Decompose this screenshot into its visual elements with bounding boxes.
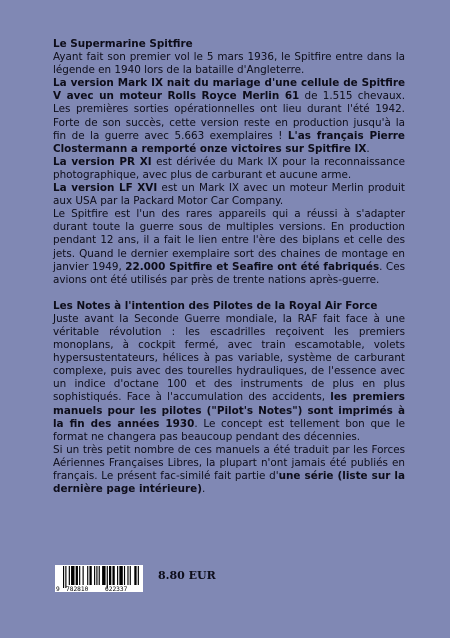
barcode-bar	[99, 566, 100, 585]
paragraph-lf-xvi: La version LF XVI est un Mark IX avec un moteur Merlin produit aux USA par la Packard Motor Car Company.	[53, 182, 405, 208]
barcode-bar	[76, 566, 78, 585]
barcode-bar	[117, 566, 118, 585]
barcode-bar	[71, 566, 74, 585]
paragraph-pr-xi: La version PR XI est dérivée du Mark IX pour la reconnaissance photographique, avec plus de carburant et aucune arme.	[53, 155, 405, 181]
barcode-bar	[89, 566, 91, 585]
barcode-bar	[127, 566, 128, 585]
barcode-bar	[109, 566, 111, 585]
paragraph-translation: Si un très petit nombre de ces manuels a été traduit par les Forces Aériennes Françaises Libres, la plupart n'ont jamais été publiés en français. Le présent fac-similé fait partie d'une série (liste sur la dernière page intérieure).	[53, 443, 405, 496]
barcode-bar	[94, 566, 95, 585]
barcode-bar	[130, 566, 131, 585]
paragraph-raf-revolution: Juste avant la Seconde Guerre mondiale, la RAF fait face à une véritable révolution : les escadrilles reçoivent les premiers monoplans, à cockpit fermé, avec train escamotable, volets hypersustentateurs, hélices à pas variable, système de carburant complexe, puis avec des tourelles hydrauliques, de l'essence avec un indice d'octane 100 et des instruments de plus en plus sophistiqués. Face à l'accumulation des accidents, les premiers manuels pour les pilotes ("Pilot's Notes") sont imprimés à la fin des années 1930. Le concept est tellement bon que le format ne changera pas beaucoup pendant des décennies.	[53, 312, 405, 443]
barcode-bar	[69, 566, 70, 585]
paragraph-production: Le Spitfire est l'un des rares appareils qui a réussi à s'adapter durant toute la guerre sous de multiples versions. En production pendant 12 ans, il a fait le lien entre l'ère des biplans et celle des jets. Quand le dernier exemplaire sort des chaines de montage en janvier 1949, 22.000 Spitfire et Seafire ont été fabriqués. Ces avions ont été utilisés par près de trente nations après-guerre.	[53, 208, 405, 286]
barcode-bar	[96, 566, 97, 585]
section-title-spitfire: Le Supermarine Spitfire	[53, 38, 193, 50]
barcode-bars	[63, 566, 139, 588]
isbn-barcode	[55, 565, 143, 592]
barcode-bar	[119, 566, 122, 585]
barcode-group-2: 622337	[105, 586, 128, 592]
barcode-bar	[79, 566, 80, 585]
back-cover-text	[53, 38, 405, 496]
price-label: 8.80 EUR	[158, 569, 216, 582]
section-spacer	[53, 287, 405, 300]
barcode-bar	[83, 566, 84, 585]
barcode-bar	[124, 566, 125, 585]
barcode-bar	[134, 566, 136, 585]
paragraph-intro: Ayant fait son premier vol le 5 mars 1936, le Spitfire entre dans la légende en 1940 lors de la bataille d'Angleterre.	[53, 51, 405, 77]
barcode-bar	[63, 566, 64, 588]
barcode-bar	[138, 566, 139, 585]
barcode-bar	[107, 566, 108, 588]
barcode-bar	[87, 566, 88, 585]
barcode-lead-digit: 9	[56, 586, 60, 592]
barcode-group-1: 782810	[66, 586, 89, 592]
barcode-bar	[112, 566, 114, 585]
barcode-bar	[65, 566, 66, 588]
barcode-bar	[102, 566, 105, 585]
paragraph-mark-ix: La version Mark IX nait du mariage d'une cellule de Spitfire V avec un moteur Rolls Royce Merlin 61 de 1.515 chevaux. Les premières sorties opérationnelles ont lieu durant l'été 1942. Forte de son succès, cette version reste en production jusqu'à la fin de la guerre avec 5.663 exemplaires ! L'as français Pierre Clostermann a remporté onze victoires sur Spitfire IX.	[53, 77, 406, 155]
section-title-pilot-notes: Les Notes à l'intention des Pilotes de la Royal Air Force	[53, 299, 378, 312]
